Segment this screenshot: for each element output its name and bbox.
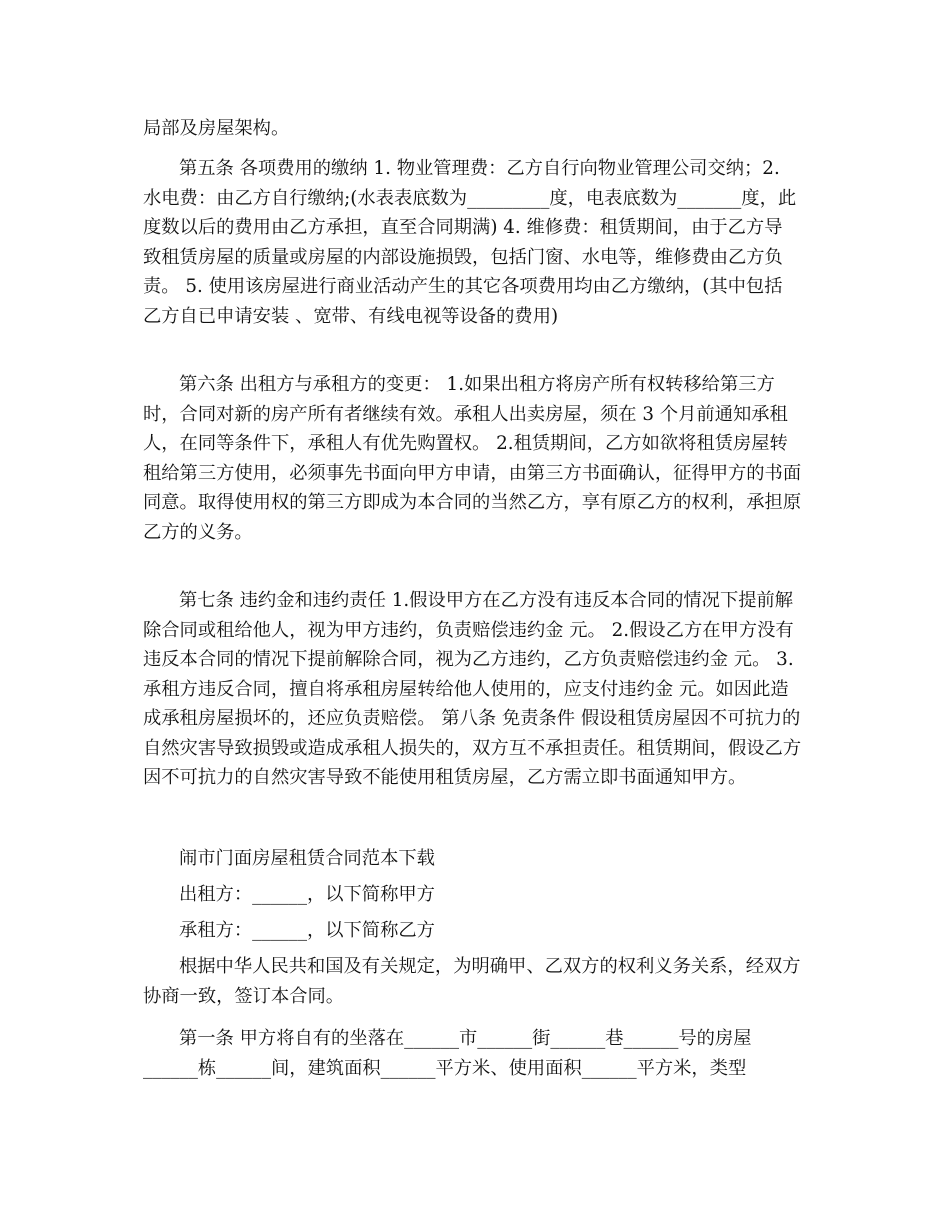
text-line: 承租方违反合同，擅自将承租房屋转给他人使用的，应支付违约金 元。如因此造 [143,678,789,700]
text-line: 人，在同等条件下，承租人有优先购置权。 2.租赁期间，乙方如欲将租赁房屋转 [143,433,788,454]
paragraph-article-1-property [143,1024,813,1083]
lessee-line [143,916,813,946]
paragraph-article-6-changes [143,370,813,547]
text-line: 第一条 甲方将自有的坐落在______市______街______巷______号的房屋 [179,1028,752,1049]
text-line: 因不可抗力的自然灾害导致不能使用租赁房屋，乙方需立即书面通知甲方。 [143,767,747,788]
text-line: 根据中华人民共和国及有关规定，为明确甲、乙双方的权利义务关系，经双方 [179,956,801,977]
text-line: 除合同或租给他人，视为甲方违约，负责赔偿违约金 元。 2.假设乙方在甲方没有 [143,619,794,641]
text-line: 第五条 各项费用的缴纳 1. 物业管理费：乙方自行向物业管理公司交纳；2. [179,158,780,179]
paragraph-preamble [143,952,813,1011]
text-line: 乙方的义务。 [143,521,253,543]
lessor-line [143,880,813,910]
text-line: ______栋______间，建筑面积______平方米、使用面积______平方米，类型 [143,1057,747,1079]
text-line: 成承租房屋损坏的，还应负责赔偿。 第八条 免责条件 假设租赁房屋因不可抗力的 [143,708,801,729]
text-line: 承租方：______，以下简称乙方 [179,920,435,941]
text-line: 违反本合同的情况下提前解除合同，视为乙方违约，乙方负责赔偿违约金 元。 3. [143,649,794,670]
text-line: 乙方自已申请安装 、宽带、有线电视等设备的费用) [143,305,559,327]
text-line: 租给第三方使用，必须事先书面向甲方申请，由第三方书面确认，征得甲方的书面 [143,462,802,484]
text-line: 责。 5. 使用该房屋进行商业活动产生的其它各项费用均由乙方缴纳，(其中包括 [143,276,783,297]
text-line: 同意。取得使用权的第三方即成为本合同的当然乙方，享有原乙方的权利，承担原 [143,492,802,513]
text-line: 致租赁房屋的质量或房屋的内部设施损毁，包括门窗、水电等，维修费由乙方负 [143,246,783,268]
text-line: 第七条 违约金和违约责任 1.假设甲方在乙方没有违反本合同的情况下提前解 [179,590,794,611]
paragraph-article-5-fees [143,154,813,331]
text-line: 第六条 出租方与承租方的变更： 1.如果出租方将房产所有权转移给第三方 [179,374,775,395]
text-line: 局部及房屋架构。 [143,118,290,139]
text-line: 协商一致，签订本合同。 [143,985,345,1007]
contract-title [143,844,813,874]
text-line: 出租方：______，以下简称甲方 [179,884,435,905]
text-line: 自然灾害导致损毁或造成承租人损失的，双方互不承担责任。租赁期间，假设乙方 [143,737,802,759]
paragraph-building-structure [143,114,813,144]
text-line: 度数以后的费用由乙方承担，直至合同期满) 4. 维修费：租赁期间，由于乙方导 [143,217,783,238]
text-line: 水电费：由乙方自行缴纳;(水表表底数为_________度，电表底数为_______度，此 [143,187,797,209]
paragraph-article-7-liability [143,586,813,793]
text-line: 闹市门面房屋租赁合同范本下载 [179,848,435,869]
text-line: 时，合同对新的房产所有者继续有效。承租人出卖房屋，须在 3 个月前通知承租 [143,403,788,425]
